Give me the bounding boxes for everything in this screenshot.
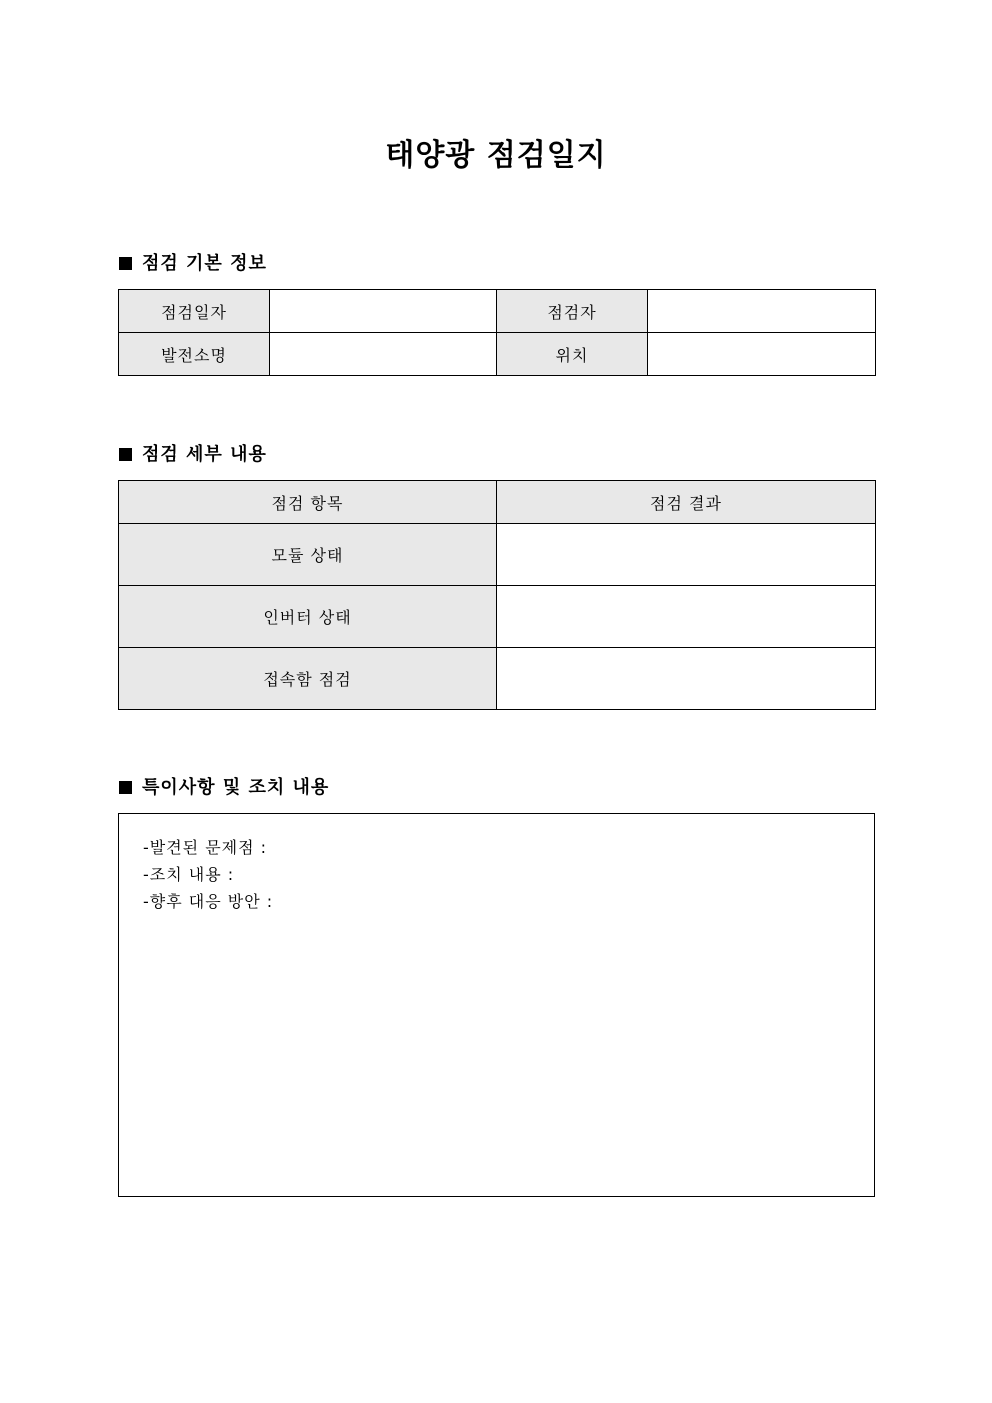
value-cell-inspection-date[interactable]: [270, 290, 497, 333]
document-title: 태양광 점검일지: [385, 138, 607, 173]
section-heading-basic-info: [119, 252, 267, 276]
item-cell-junction-box: 접속함 점검: [119, 648, 497, 710]
notes-lines: [143, 834, 273, 915]
section-heading-label: 특이사항 및 조치 내용: [142, 777, 330, 798]
notes-line-issues: -발견된 문제점 :: [143, 838, 268, 857]
table-row: [119, 586, 876, 648]
table-row: [119, 648, 876, 710]
value-cell-inspector[interactable]: [648, 290, 876, 333]
label-cell-inspector: 점검자: [497, 290, 648, 333]
section-heading-notes: [119, 776, 329, 800]
section-heading-label: 점검 세부 내용: [142, 444, 267, 465]
column-header-result: 점검 결과: [497, 481, 876, 524]
basic-info-table: [118, 289, 876, 376]
notes-box[interactable]: [118, 813, 875, 1197]
square-bullet-icon: [119, 781, 132, 794]
value-cell-plant-name[interactable]: [270, 333, 497, 376]
label-cell-inspection-date: 점검일자: [119, 290, 270, 333]
section-heading-label: 점검 기본 정보: [142, 253, 267, 274]
label-cell-plant-name: 발전소명: [119, 333, 270, 376]
column-header-item: 점검 항목: [119, 481, 497, 524]
table-header-row: [119, 481, 876, 524]
inspection-detail-table: [118, 480, 876, 710]
table-row: [119, 290, 876, 333]
section-heading-details: [119, 443, 267, 467]
table-row: [119, 333, 876, 376]
table-row: [119, 524, 876, 586]
value-cell-location[interactable]: [648, 333, 876, 376]
item-cell-module: 모듈 상태: [119, 524, 497, 586]
result-cell-module[interactable]: [497, 524, 876, 586]
notes-line-actions: -조치 내용 :: [143, 865, 235, 884]
square-bullet-icon: [119, 257, 132, 270]
result-cell-junction-box[interactable]: [497, 648, 876, 710]
notes-line-future-plan: -향후 대응 방안 :: [143, 892, 274, 911]
result-cell-inverter[interactable]: [497, 586, 876, 648]
square-bullet-icon: [119, 448, 132, 461]
label-cell-location: 위치: [497, 333, 648, 376]
item-cell-inverter: 인버터 상태: [119, 586, 497, 648]
